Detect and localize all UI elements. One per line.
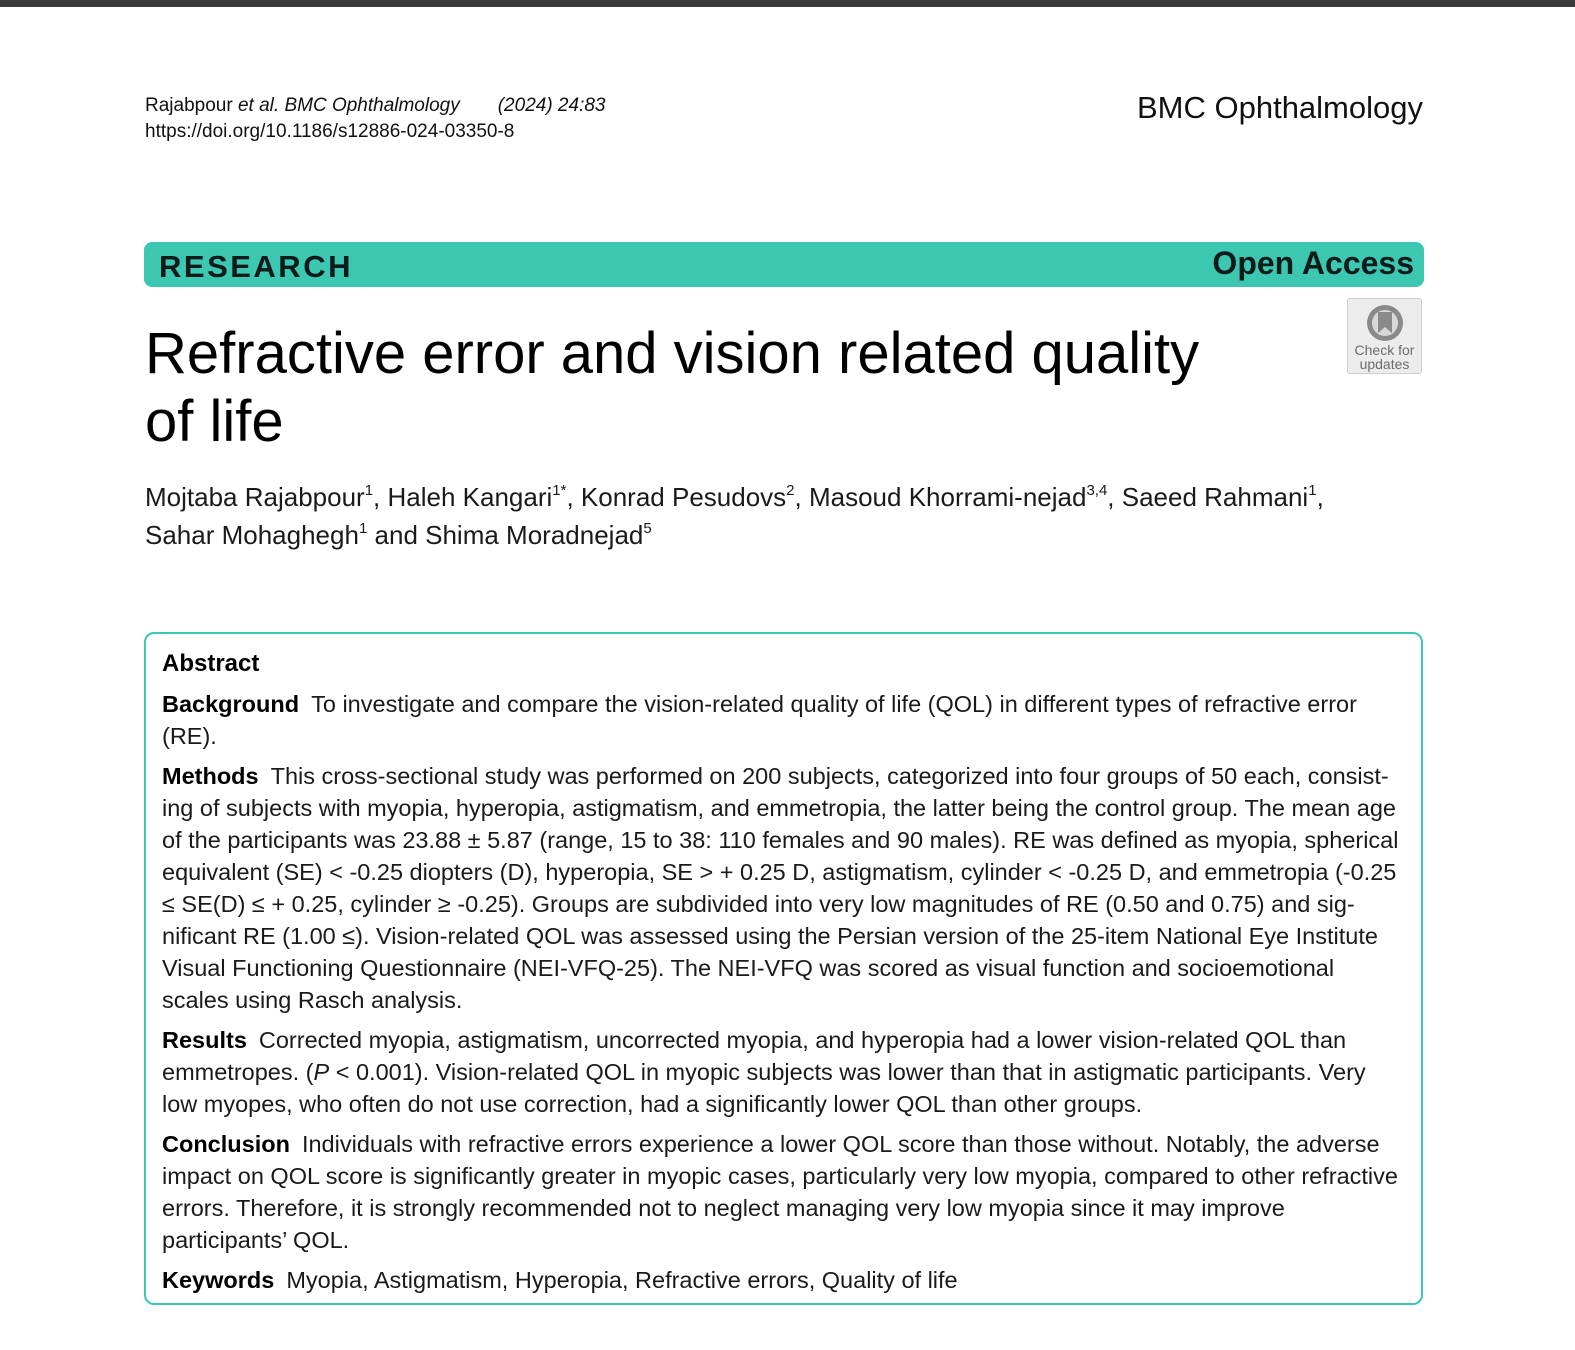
citation-volume: (2024) 24:83 — [497, 95, 606, 116]
author-name[interactable]: Haleh Kangari — [387, 482, 553, 512]
citation-line — [145, 93, 605, 119]
author-affiliation: 2 — [786, 482, 795, 499]
check-updates-line1: Check for — [1354, 342, 1415, 358]
conclusion-text: Individuals with refractive errors experience a lower QOL score than those without. Notably, the adverse impact on QOL score is significantly greater in myopic cases, particularly very low myopia, compared to other refractive errors. Therefore, it is strongly recommended not to neglect managing very low myopia since it may improve participants’ QOL. — [162, 1131, 1398, 1253]
results-p-value: P — [313, 1059, 330, 1085]
author-affiliation: 1* — [552, 482, 567, 499]
author-separator: , — [794, 482, 809, 512]
abstract-results — [162, 1024, 1405, 1120]
conclusion-label: Conclusion — [162, 1131, 290, 1157]
abstract-background — [162, 688, 1405, 752]
title-line-2: of life — [145, 389, 284, 454]
abstract-box — [144, 632, 1423, 1305]
author-affiliation: 1 — [1308, 482, 1317, 499]
background-label: Background — [162, 691, 300, 717]
author-separator: , — [373, 482, 388, 512]
article-type-banner — [144, 242, 1424, 287]
author-affiliation: 5 — [643, 520, 652, 537]
bookmark-icon — [1365, 303, 1405, 343]
article-type-label: RESEARCH — [159, 249, 353, 284]
journal-name: BMC Ophthalmology — [1136, 90, 1423, 125]
keywords-label: Keywords — [162, 1267, 275, 1293]
top-window-bar — [0, 0, 1575, 7]
author-affiliation: 1 — [358, 520, 368, 537]
abstract-conclusion — [162, 1128, 1405, 1256]
author-affiliation: 1 — [364, 482, 374, 499]
author-separator: , — [566, 482, 581, 512]
abstract-methods — [162, 760, 1405, 1016]
author-name[interactable]: Mojtaba Rajabpour — [145, 482, 365, 512]
author-separator: and — [367, 520, 426, 550]
author-separator: , — [1316, 482, 1324, 512]
check-for-updates-button[interactable] — [1347, 298, 1422, 374]
abstract-keywords — [162, 1264, 1405, 1296]
results-label: Results — [162, 1027, 247, 1053]
citation-header — [145, 93, 605, 145]
doi-link[interactable]: https://doi.org/10.1186/s12886-024-03350-8 — [145, 121, 515, 142]
author-name[interactable]: Masoud Khorrami-nejad — [808, 482, 1087, 512]
author-affiliation: 3,4 — [1086, 482, 1108, 499]
keywords-text: Myopia, Astigmatism, Hyperopia, Refractive errors, Quality of life — [286, 1267, 958, 1293]
author-short: Rajabpour — [145, 95, 233, 116]
author-name[interactable]: Saeed Rahmani — [1121, 482, 1309, 512]
open-access-label: Open Access — [1212, 245, 1414, 281]
author-name[interactable]: Shima Moradnejad — [425, 520, 644, 550]
results-text-1: Corrected myopia, astigmatism, uncorrected myopia, and hyperopia had a lower vision-related QOL than emmetropes. ( — [162, 1027, 1347, 1085]
results-text-2: < 0.001). Vision-related QOL in myopic subjects was lower than that in astigmatic participants. Very low myopes, who often do not use correction, had a significantly lower QOL than other groups. — [162, 1059, 1366, 1117]
author-separator: , — [1107, 482, 1122, 512]
methods-label: Methods — [162, 763, 259, 789]
author-name[interactable]: Sahar Mohaghegh — [145, 520, 359, 550]
background-text: To investigate and compare the vision-related quality of life (QOL) in different types of refractive error (RE). — [162, 691, 1357, 749]
methods-text: This cross-sectional study was performed on 200 subjects, categorized into four groups of 50 each, consisting of subjects with myopia, hyperopia, astigmatism, and emmetropia, the latter being the control group. The mean age of the participants was 23.88 ± 5.87 (range, 15 to 38: 110 females and 90 males). RE was defined as myopia, spherical equivalent (SE) < -0.25 diopters (D), hyperopia, SE > + 0.25 D, astigmatism, cylinder < -0.25 D, and emmetropia (-0.25 ≤ SE(D) ≤ + 0.25, cylinder ≥ -0.25). Groups are subdivided into very low magnitudes of RE (0.50 and 0.75) and significant RE (1.00 ≤). Vision-related QOL was assessed using the Persian version of the 25-item National Eye Institute Visual Functioning Questionnaire (NEI-VFQ-25). The NEI-VFQ was scored as visual function and socioemotional scales using Rasch analysis. — [162, 763, 1399, 1013]
journal-short: BMC Ophthalmology — [284, 95, 460, 116]
check-updates-line2: updates — [1359, 356, 1410, 372]
et-al: et al. — [237, 95, 280, 116]
author-name[interactable]: Konrad Pesudovs — [580, 482, 787, 512]
article-title — [145, 320, 1305, 456]
abstract-heading: Abstract — [162, 650, 260, 677]
title-line-1: Refractive error and vision related quality — [145, 321, 1200, 386]
author-list — [145, 478, 1405, 554]
